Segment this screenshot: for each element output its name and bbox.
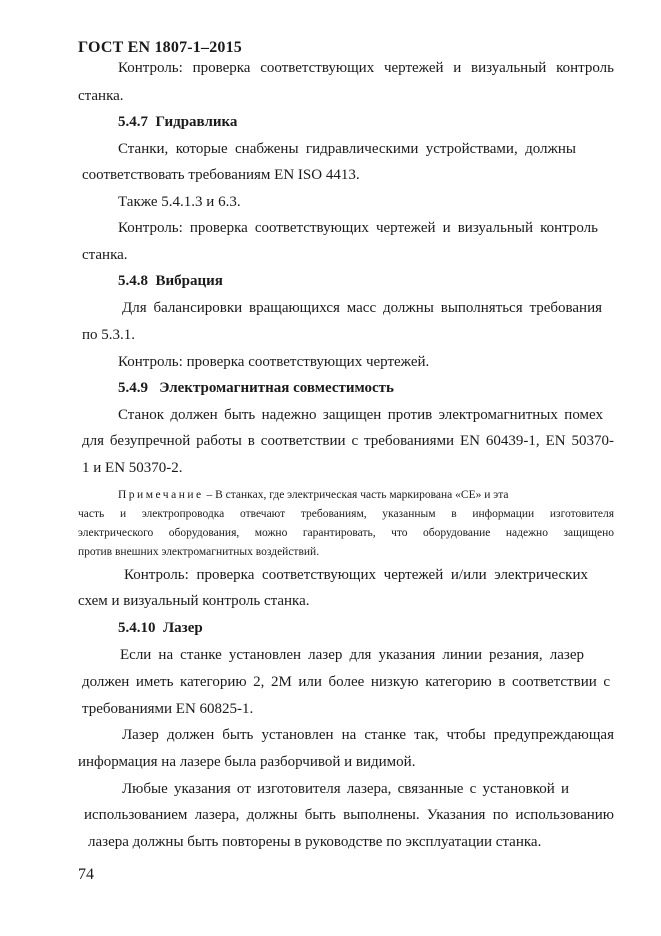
paragraph-line: Контроль: проверка соответствующих чертежей и визуальный контроль bbox=[118, 220, 598, 236]
note-line: против внешних электромагнитных воздействий. bbox=[78, 546, 320, 558]
document-code-header: ГОСТ EN 1807-1–2015 bbox=[78, 39, 243, 56]
section-number: 5.4.10 bbox=[118, 620, 156, 636]
paragraph-line: Станки, которые снабжены гидравлическими устройствами, должны bbox=[118, 141, 576, 157]
paragraph-line: Контроль: проверка соответствующих чертежей и визуальный контроль bbox=[118, 60, 614, 76]
section-number: 5.4.8 bbox=[118, 273, 148, 289]
section-heading-5-4-7 bbox=[118, 113, 237, 131]
page-number: 74 bbox=[78, 866, 94, 883]
paragraph-line: Также 5.4.1.3 и 6.3. bbox=[118, 194, 241, 210]
paragraph-line: станка. bbox=[78, 88, 124, 104]
section-title: Гидравлика bbox=[155, 114, 238, 130]
paragraph-line: соответствовать требованиям EN ISO 4413. bbox=[82, 167, 360, 183]
paragraph-line: требованиями EN 60825-1. bbox=[82, 701, 254, 717]
section-title: Лазер bbox=[163, 620, 203, 636]
paragraph-line: Контроль: проверка соответствующих чертежей и/или электрических bbox=[124, 567, 588, 583]
section-heading-5-4-10 bbox=[118, 619, 203, 637]
section-heading-5-4-9 bbox=[118, 379, 394, 397]
paragraph-line: лазера должны быть повторены в руководстве по эксплуатации станка. bbox=[88, 834, 542, 850]
paragraph-line: Для балансировки вращающихся масс должны выполняться требования bbox=[122, 300, 602, 316]
note-text: – В станках, где электрическая часть маркирована «CE» и эта bbox=[206, 489, 509, 501]
section-title: Электромагнитная совместимость bbox=[159, 380, 394, 396]
paragraph-line: схем и визуальный контроль станка. bbox=[78, 593, 310, 609]
section-number: 5.4.7 bbox=[118, 114, 148, 130]
note-label: Примечание bbox=[118, 489, 204, 501]
note-line bbox=[118, 488, 508, 502]
paragraph-line: Если на станке установлен лазер для указания линии резания, лазер bbox=[120, 647, 584, 663]
paragraph-line: Контроль: проверка соответствующих чертежей. bbox=[118, 354, 430, 370]
section-heading-5-4-8 bbox=[118, 272, 223, 290]
section-number: 5.4.9 bbox=[118, 380, 148, 396]
paragraph-line: должен иметь категорию 2, 2M или более низкую категорию в соответствии с bbox=[82, 674, 610, 690]
paragraph-line: использованием лазера, должны быть выполнены. Указания по использованию bbox=[84, 807, 614, 823]
paragraph-line: информация на лазере была разборчивой и видимой. bbox=[78, 754, 416, 770]
section-title: Вибрация bbox=[155, 273, 223, 289]
paragraph-line: Станок должен быть надежно защищен против электромагнитных помех bbox=[118, 407, 603, 423]
paragraph-line: станка. bbox=[82, 247, 128, 263]
paragraph-line: Любые указания от изготовителя лазера, связанные с установкой и bbox=[122, 781, 569, 797]
paragraph-line: 1 и EN 50370-2. bbox=[82, 460, 183, 476]
paragraph-line: Лазер должен быть установлен на станке так, чтобы предупреждающая bbox=[122, 727, 614, 743]
note-line: электрического оборудования, можно гарантировать, что оборудование надежно защищено bbox=[78, 527, 614, 539]
note-line: часть и электропроводка отвечают требованиям, указанным в информации изготовителя bbox=[78, 508, 614, 520]
paragraph-line: по 5.3.1. bbox=[82, 327, 136, 343]
paragraph-line: для безупречной работы в соответствии с требованиями EN 60439-1, EN 50370- bbox=[82, 433, 614, 449]
